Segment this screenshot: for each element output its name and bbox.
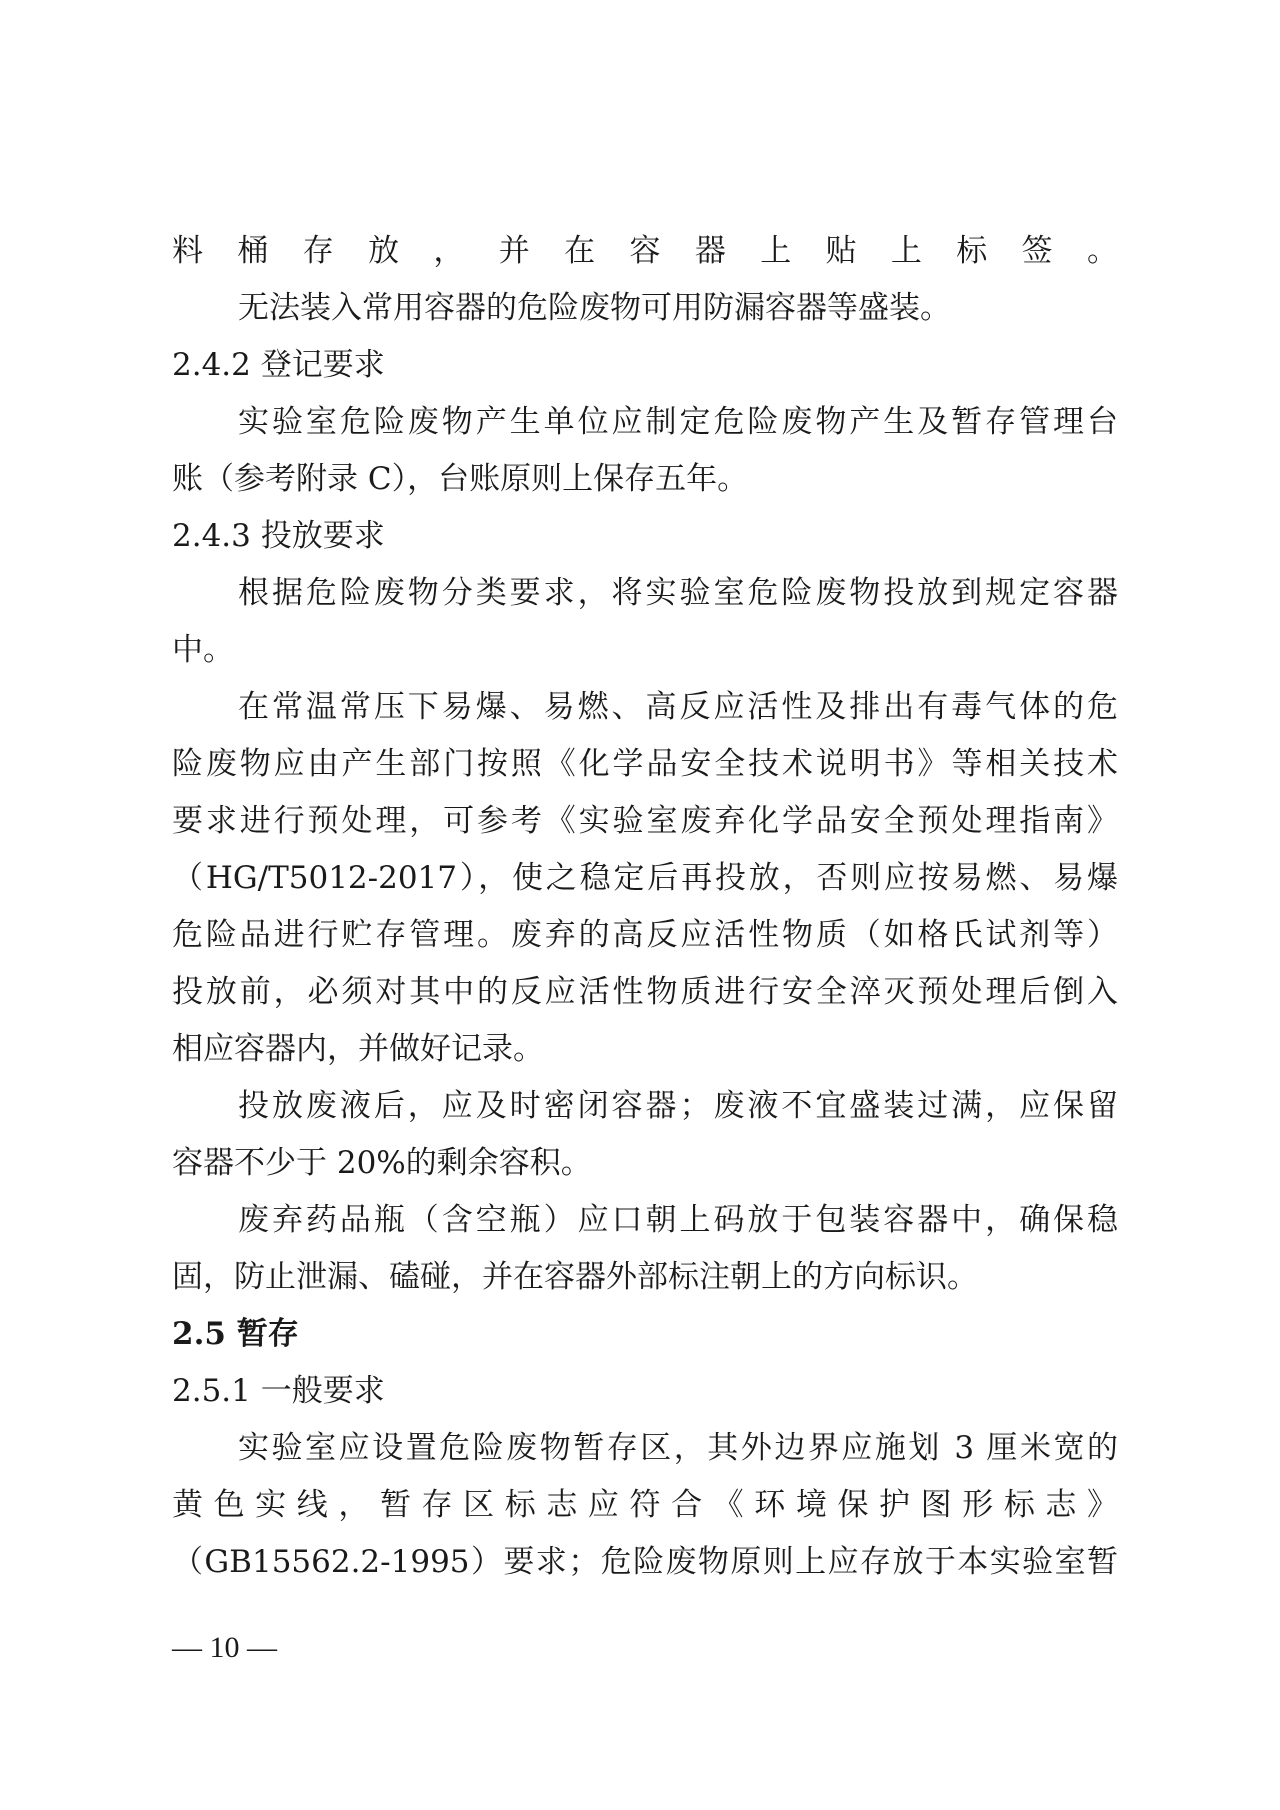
text-line: 险废物应由产生部门按照《化学品安全技术说明书》等相关技术 [172,746,1118,782]
text-line: 容器不少于 20%的剩余容积。 [172,1145,592,1181]
subsection-heading-2-4-2: 2.4.2 登记要求 [172,347,385,383]
text-line: 料桶存放，并在容器上贴上标签。 [172,233,1118,269]
text-line: 废弃药品瓶（含空瓶）应口朝上码放于包装容器中，确保稳 [238,1202,1118,1238]
text-line: 账（参考附录 C），台账原则上保存五年。 [172,461,749,497]
subsection-heading-2-5-1: 2.5.1 一般要求 [172,1373,385,1409]
text-line: 危险品进行贮存管理。废弃的高反应活性物质（如格氏试剂等） [172,917,1118,953]
section-heading-2-5: 2.5 暂存 [172,1316,299,1352]
text-line: 投放前，必须对其中的反应活性物质进行安全淬灭预处理后倒入 [172,974,1118,1010]
subsection-heading-2-4-3: 2.4.3 投放要求 [172,518,385,554]
text-line: 固，防止泄漏、磕碰，并在容器外部标注朝上的方向标识。 [172,1259,978,1295]
body-text [172,223,1118,1591]
text-line: 中。 [172,632,234,668]
text-line: 根据危险废物分类要求，将实验室危险废物投放到规定容器 [238,575,1118,611]
text-line: 黄色实线，暂存区标志应符合《环境保护图形标志》 [172,1487,1118,1523]
text-line: （GB15562.2-1995）要求；危险废物原则上应存放于本实验室暂 [172,1544,1118,1580]
text-line: 无法装入常用容器的危险废物可用防漏容器等盛装。 [238,290,951,326]
text-line: 实验室危险废物产生单位应制定危险废物产生及暂存管理台 [238,404,1118,440]
text-line: 投放废液后，应及时密闭容器；废液不宜盛装过满，应保留 [238,1088,1118,1124]
text-line: 要求进行预处理，可参考《实验室废弃化学品安全预处理指南》 [172,803,1118,839]
text-line: （HG/T5012-2017），使之稳定后再投放，否则应按易燃、易爆 [172,860,1118,896]
text-line: 相应容器内，并做好记录。 [172,1031,544,1067]
text-line: 实验室应设置危险废物暂存区，其外边界应施划 3 厘米宽的 [238,1430,1118,1466]
text-line: 在常温常压下易爆、易燃、高反应活性及排出有毒气体的危 [238,689,1118,725]
page-number: — 10 — [172,1631,277,1664]
